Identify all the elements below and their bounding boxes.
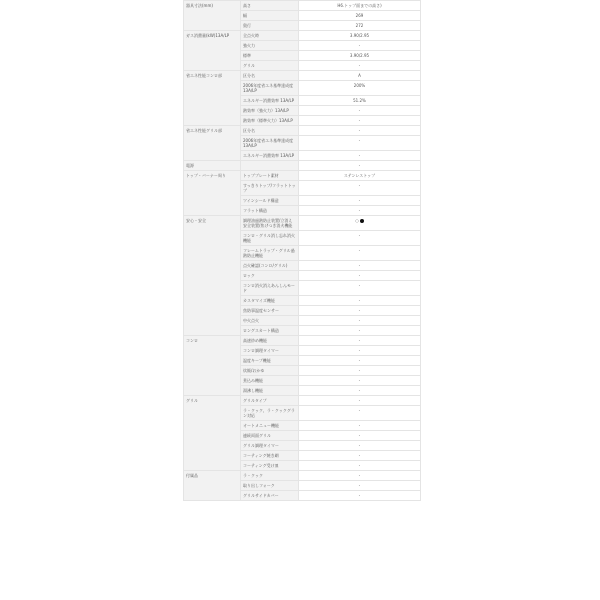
spec-value-cell — [299, 461, 421, 471]
spec-value-text: - — [358, 198, 361, 203]
spec-value-cell — [299, 271, 421, 281]
spec-value-text: - — [358, 433, 361, 438]
spec-value-cell — [299, 96, 421, 106]
spec-value-cell — [299, 116, 421, 126]
spec-value-text: - — [358, 453, 361, 458]
spec-value-cell — [299, 441, 421, 451]
spec-item-cell: エネルギー消費効率 13A/LP — [241, 96, 299, 106]
spec-value-text: - — [358, 463, 361, 468]
spec-value-cell — [299, 336, 421, 346]
spec-value-text: - — [358, 473, 361, 478]
spec-category-cell: トップ・バーナー周り — [184, 171, 241, 216]
spec-value-cell — [299, 231, 421, 246]
spec-item-cell: 区分名 — [241, 71, 299, 81]
spec-item-cell: 全点火時 — [241, 31, 299, 41]
spec-value-cell — [299, 316, 421, 326]
spec-value-cell — [299, 126, 421, 136]
spec-value-text: - — [358, 233, 361, 238]
spec-value-text: 3.90/2.95 — [349, 33, 370, 38]
spec-value-cell — [299, 376, 421, 386]
filled-circle-icon — [360, 219, 364, 223]
spec-value-text: 272 — [355, 23, 364, 28]
spec-value-text: - — [358, 248, 361, 253]
spec-category-cell: 省エネ性能コンロ部 — [184, 71, 241, 126]
spec-value-cell — [299, 481, 421, 491]
spec-value-text: - — [358, 338, 361, 343]
spec-item-cell: すっきりトップ/フラットトップ — [241, 181, 299, 196]
spec-value-text: - — [358, 378, 361, 383]
spec-value-text: - — [358, 183, 361, 188]
spec-item-cell: 熱効率（強火力）13A/LP — [241, 106, 299, 116]
spec-value-text: ステンレストップ — [343, 173, 376, 178]
spec-value-cell — [299, 11, 421, 21]
spec-row — [184, 31, 421, 41]
spec-value-text: - — [358, 43, 361, 48]
spec-value-text: - — [358, 263, 361, 268]
spec-value-cell — [299, 261, 421, 271]
spec-value-cell — [299, 41, 421, 51]
spec-value-text: - — [358, 443, 361, 448]
spec-value-text: - — [358, 283, 361, 288]
spec-row — [184, 396, 421, 406]
spec-item-cell: ツインシールド構造 — [241, 196, 299, 206]
spec-item-cell: 炊飯/おかゆ — [241, 366, 299, 376]
spec-value-text: - — [358, 128, 361, 133]
spec-item-cell: 湯沸し機能 — [241, 386, 299, 396]
spec-item-cell: フレームトラップ・グリル過熱防止機能 — [241, 246, 299, 261]
spec-row — [184, 216, 421, 231]
spec-value-cell — [299, 451, 421, 461]
spec-value-cell — [299, 356, 421, 366]
spec-value-cell — [299, 51, 421, 61]
spec-item-cell: 温度キープ機能 — [241, 356, 299, 366]
spec-value-cell — [299, 81, 421, 96]
spec-value-cell — [299, 246, 421, 261]
spec-value-text: - — [358, 388, 361, 393]
spec-row — [184, 71, 421, 81]
spec-value-text: - — [358, 483, 361, 488]
spec-item-cell: 中火点火 — [241, 316, 299, 326]
spec-value-cell — [299, 216, 421, 231]
spec-value-text: - — [358, 108, 361, 113]
spec-row — [184, 171, 421, 181]
spec-category-cell: 器具寸法(mm) — [184, 1, 241, 31]
spec-item-cell: エネルギー消費効率 13A/LP — [241, 151, 299, 161]
spec-value-text: - — [358, 163, 361, 168]
spec-value-text: - — [358, 493, 361, 498]
spec-value-cell — [299, 161, 421, 171]
spec-category-cell: 安心・安全 — [184, 216, 241, 336]
spec-category-cell: 省エネ性能グリル部 — [184, 126, 241, 161]
spec-item-cell: カスタマイズ機能 — [241, 296, 299, 306]
spec-row — [184, 336, 421, 346]
spec-item-cell: コンロ調理タイマー — [241, 346, 299, 356]
spec-value-cell — [299, 471, 421, 481]
spec-category-cell: ガス消費量(kW)13A/LP — [184, 31, 241, 71]
spec-item-cell — [241, 161, 299, 171]
spec-item-cell: 取り出しフォーク — [241, 481, 299, 491]
spec-item-cell: オートメニュー機能 — [241, 421, 299, 431]
spec-item-cell: ロングスカート構造 — [241, 326, 299, 336]
spec-value-text: - — [358, 423, 361, 428]
spec-item-cell: 調理油過熱防止装置/立消え安全装置/焦げつき消火機能 — [241, 216, 299, 231]
spec-item-cell: 高速炒め機能 — [241, 336, 299, 346]
spec-item-cell: 幅 — [241, 11, 299, 21]
spec-table-body — [184, 1, 421, 501]
spec-value-text: - — [358, 298, 361, 303]
spec-item-cell: グリル — [241, 61, 299, 71]
spec-item-cell: コーティング受け皿 — [241, 461, 299, 471]
spec-item-cell: コーティング焼き網 — [241, 451, 299, 461]
spec-item-cell: フラット構造 — [241, 206, 299, 216]
spec-row — [184, 471, 421, 481]
spec-item-cell: 連続両面グリル — [241, 431, 299, 441]
spec-item-cell: グリルサイドカバー — [241, 491, 299, 501]
spec-item-cell: 区分名 — [241, 126, 299, 136]
spec-category-cell: 付属品 — [184, 471, 241, 501]
spec-value-text: - — [358, 318, 361, 323]
spec-value-cell — [299, 346, 421, 356]
spec-value-cell — [299, 366, 421, 376]
spec-row — [184, 126, 421, 136]
spec-value-text: - — [358, 138, 361, 143]
spec-value-cell — [299, 21, 421, 31]
spec-value-text: - — [358, 348, 361, 353]
spec-item-cell: ロック — [241, 271, 299, 281]
spec-value-text: 3.90/2.95 — [349, 53, 370, 58]
spec-value-cell — [299, 171, 421, 181]
spec-value-text: 51.2% — [353, 98, 366, 103]
spec-item-cell: 点火確認(コンロ/グリル) — [241, 261, 299, 271]
spec-value-cell — [299, 281, 421, 296]
spec-item-cell: 2006年度省エネ基準達成度 13A/LP — [241, 136, 299, 151]
spec-value-cell — [299, 206, 421, 216]
spec-item-cell: コンロ消火消えあんしんモード — [241, 281, 299, 296]
spec-value-cell — [299, 326, 421, 336]
spec-category-cell: グリル — [184, 396, 241, 471]
spec-value-cell — [299, 406, 421, 421]
spec-item-cell: 熱効率（標準火力）13A/LP — [241, 116, 299, 126]
spec-value-text: - — [358, 408, 361, 413]
spec-value-cell — [299, 196, 421, 206]
spec-value-cell — [299, 431, 421, 441]
spec-value-cell — [299, 396, 421, 406]
spec-item-cell: グリルタイプ — [241, 396, 299, 406]
spec-item-cell: 高さ — [241, 1, 299, 11]
spec-item-cell: 焦防事温度センサー — [241, 306, 299, 316]
spec-value-text: - — [358, 273, 361, 278]
spec-value-cell — [299, 421, 421, 431]
spec-item-cell: 2006年度省エネ基準達成度 13A/LP — [241, 81, 299, 96]
spec-value-text: - — [358, 118, 361, 123]
spec-item-cell: 煮込み機能 — [241, 376, 299, 386]
spec-category-cell: 電源 — [184, 161, 241, 171]
spec-value-text: - — [358, 308, 361, 313]
spec-value-cell — [299, 1, 421, 11]
spec-value-text: H6.トップ面までの高さ) — [337, 3, 382, 8]
spec-item-cell: グリル調理タイマー — [241, 441, 299, 451]
spec-item-cell: ラ・クック — [241, 471, 299, 481]
spec-value-text: - — [358, 208, 361, 213]
spec-item-cell: コンロ・グリル消し忘れ消火機能 — [241, 231, 299, 246]
spec-row — [184, 1, 421, 11]
spec-value-cell — [299, 71, 421, 81]
spec-value-cell — [299, 31, 421, 41]
spec-category-cell: コンロ — [184, 336, 241, 396]
spec-value-cell — [299, 151, 421, 161]
spec-row — [184, 161, 421, 171]
spec-value-cell — [299, 306, 421, 316]
spec-item-cell: トッププレート素材 — [241, 171, 299, 181]
spec-value-text: - — [358, 63, 361, 68]
spec-value-text: - — [358, 153, 361, 158]
spec-item-cell: 強火力 — [241, 41, 299, 51]
spec-value-text: - — [358, 398, 361, 403]
spec-item-cell: 標準 — [241, 51, 299, 61]
spec-item-cell: 奥行 — [241, 21, 299, 31]
spec-value-cell — [299, 491, 421, 501]
spec-value-cell — [299, 106, 421, 116]
spec-value-text: - — [358, 368, 361, 373]
spec-value-cell — [299, 386, 421, 396]
spec-value-cell — [299, 181, 421, 196]
spec-value-text: 269 — [355, 13, 364, 18]
spec-value-cell — [299, 296, 421, 306]
spec-value-text: ○ — [355, 218, 359, 223]
spec-value-cell — [299, 136, 421, 151]
spec-value-cell — [299, 61, 421, 71]
spec-value-text: 200% — [353, 83, 366, 88]
spec-item-cell: ラ・クック、ラ・クックグラン対応 — [241, 406, 299, 421]
spec-value-text: - — [358, 358, 361, 363]
spec-value-text: A — [358, 73, 361, 78]
spec-value-text: - — [358, 328, 361, 333]
spec-table — [183, 0, 421, 501]
